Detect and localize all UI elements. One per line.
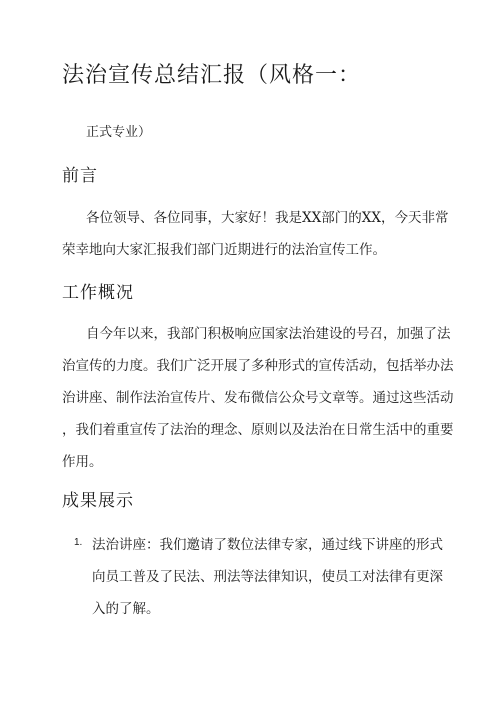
list-item-line-2: 向员工普及了民法、刑法等法律知识，使员工对法律有更深: [92, 569, 443, 585]
overview-line-3: 治讲座、制作法治宣传片、发布微信公众号文章等。通过这些活动: [62, 390, 454, 406]
list-item-number: 1.: [74, 537, 83, 548]
overview-line-2: 治宣传的力度。我们广泛开展了多种形式的宣传活动，包括举办法: [62, 358, 454, 374]
preface-line-2: 荣幸地向大家汇报我们部门近期进行的法治宣传工作。: [62, 242, 386, 258]
preface-line-1: 各位领导、各位同事，大家好！我是XX部门的XX，今天非常: [86, 210, 449, 226]
overview-line-1: 自今年以来，我部门积极响应国家法治建设的号召，加强了法: [86, 326, 451, 342]
list-item-line-1: 法治讲座：我们邀请了数位法律专家，通过线下讲座的形式: [92, 537, 443, 553]
section-heading-preface: 前言: [62, 166, 98, 186]
overview-line-4: ，我们着重宣传了法治的理念、原则以及法治在日常生活中的重要: [62, 422, 454, 438]
section-heading-results: 成果展示: [62, 491, 134, 511]
section-heading-overview: 工作概况: [62, 283, 134, 303]
list-item-line-3: 入的了解。: [92, 601, 160, 617]
document-title: 法治宣传总结汇报（风格一：: [62, 63, 362, 88]
document-subtitle: 正式专业）: [86, 125, 152, 140]
overview-line-5: 作用。: [62, 454, 103, 470]
